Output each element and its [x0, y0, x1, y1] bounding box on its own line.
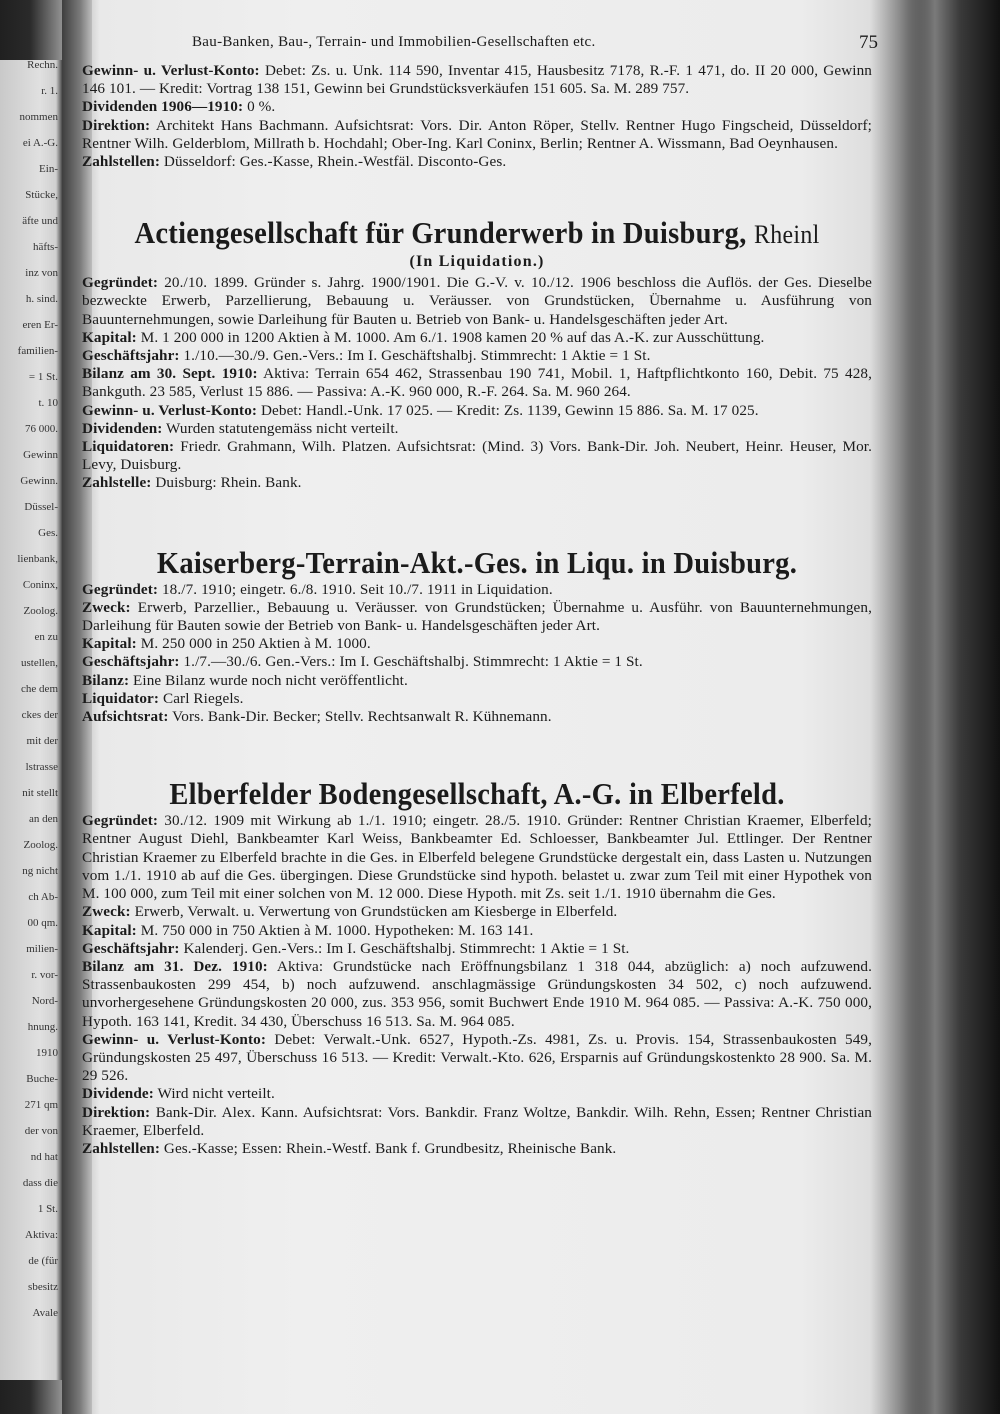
left-page-fragment: Ein-	[39, 163, 58, 175]
left-page-fragment: milien-	[26, 943, 58, 955]
entry-paragraph: Bilanz: Eine Bilanz wurde noch nicht veröffentlicht.	[82, 671, 408, 689]
left-page-fragment: Zoolog.	[23, 605, 58, 617]
field-label: Kapital:	[82, 328, 137, 346]
field-label: Gewinn- u. Verlust-Konto:	[82, 1030, 266, 1048]
entry-elberfelder-bodengesellschaft	[82, 776, 872, 1158]
entry-paragraph: Dividenden 1906—1910: 0 %.	[82, 98, 276, 116]
entry-title: Elberfelder Bodengesellschaft, A.-G. in Elberfeld.	[169, 776, 785, 812]
left-page-fragment: r. 1.	[41, 85, 58, 97]
left-page-fragment: r. vor-	[31, 969, 58, 981]
entry-paragraph: Geschäftsjahr: 1./7.—30./6. Gen.-Vers.: Im I. Geschäftshalbj. Stimmrecht: 1 Aktie = 1 St.	[82, 653, 643, 671]
left-page-fragment: lienbank,	[17, 553, 58, 565]
field-label: Bilanz am 30. Sept. 1910:	[82, 365, 258, 383]
left-page-fragment: familien-	[17, 345, 58, 357]
left-page-fragment: de (für	[28, 1255, 58, 1267]
left-page-fragment: äfte und	[22, 215, 58, 227]
field-label: Zweck:	[82, 598, 131, 616]
left-page-fragment: h. sind.	[25, 293, 58, 305]
left-page-fragment: häfts-	[32, 241, 58, 253]
left-page-fragment: dass die	[22, 1177, 58, 1189]
field-label: Gewinn- u. Verlust-Konto:	[82, 401, 258, 419]
entry-subtitle: (In Liquidation.)	[409, 253, 545, 271]
entry-paragraph: Gewinn- u. Verlust-Konto: Debet: Handl.-Unk. 17 025. — Kredit: Zs. 1139, Gewinn 15 886. Sa. M. 17 025.	[82, 401, 759, 419]
entry-paragraph: Bilanz am 31. Dez. 1910: Aktiva: Grundstücke nach Eröffnungsbilanz 1 318 044, abzüglich: a) noch aufzuwend. Strassenbaukosten 299 454, b) noch aufzuwend. anschlagmässige Gründungskosten 34 502, c) noch aufzuwend. unvorhergesehene Gründungskosten 20 000, zus. 353 956, somit Buchwert Ende 1910 M. 964 085. — Passiva: A.-K. 750 000, Hypoth. 163 141, Kredit. 34 430, Überschuss 16 513. Sa. M. 964 085.	[82, 957, 872, 1030]
left-page-fragment: Zoolog.	[23, 839, 58, 851]
left-page-fragment: eren Er-	[22, 319, 58, 331]
left-page-fragment: = 1 St.	[28, 371, 58, 383]
page-header	[82, 32, 878, 62]
left-page-fragment: t. 10	[38, 397, 58, 409]
entry-paragraph: Gegründet: 30./12. 1909 mit Wirkung ab 1./1. 1910; eingetr. 28./5. 1910. Gründer: Rentner Christian Kraemer, Elberfeld; Rentner August Diehl, Bankbeamter Karl Weiss, Bankbeamter Ed. Schloesser, Bankbeamter Jul. Ettlinger. Der Rentner Christian Kraemer zu Elberfeld brachte in die Ges. in Elberfeld belegene Grundstücke dergestalt ein, dass Lasten u. Nutzungen vom 1./1. 1910 ab auf die Ges. übergingen. Diese Grundstücke sind hypoth. belastet u. zwar zum Teil mit einer Hypothek von M. 100 000, zum Teil mit einer solchen von M. 12 000. Diese Hypoth. mit Zs. seit 1./1. 1910 übernahm die Ges.	[82, 812, 872, 903]
left-page-fragment: Rechn.	[27, 59, 58, 71]
left-page-fragment: ustellen,	[21, 657, 58, 669]
left-page-fragment: Nord-	[31, 995, 58, 1007]
entry-paragraph: Gegründet: 18./7. 1910; eingetr. 6./8. 1910. Seit 10./7. 1911 in Liquidation.	[82, 580, 553, 598]
left-page-fragment: Gewinn.	[20, 475, 58, 487]
field-label: Kapital:	[82, 635, 137, 653]
running-title: Bau-Banken, Bau-, Terrain- und Immobilien-Gesellschaften etc.	[192, 34, 596, 50]
field-label: Gewinn- u. Verlust-Konto:	[82, 62, 260, 79]
field-label: Dividende:	[82, 1085, 154, 1103]
left-page-fragment: Coninx,	[22, 579, 58, 591]
entry-paragraph: Aufsichtsrat: Vors. Bank-Dir. Becker; Stellv. Rechtsanwalt R. Kühnemann.	[82, 708, 552, 726]
entry-paragraph: Direktion: Architekt Hans Bachmann. Aufsichtsrat: Vors. Dir. Anton Röper, Stellv. Rentner Hugo Fingscheid, Düsseldorf; Rentner Wilh. Gelderblom, Millrath b. Hochdahl; Ober-Ing. Karl Coninx, Berlin; Rentner A. Wissmann, Bad Oeynhausen.	[82, 116, 872, 152]
entry-title-tail: Rheinl	[754, 220, 820, 250]
entry-paragraph: Zweck: Erwerb, Verwalt. u. Verwertung von Grundstücken am Kiesberge in Elberfeld.	[82, 903, 618, 921]
entry-kaiserberg-terrain	[82, 545, 872, 727]
field-label: Geschäftsjahr:	[82, 347, 180, 365]
field-label: Geschäftsjahr:	[82, 653, 180, 671]
left-page-fragment: hnung.	[27, 1021, 58, 1033]
page-number: 75	[859, 32, 878, 53]
entry-paragraph: Zahlstellen: Ges.-Kasse; Essen: Rhein.-Westf. Bank f. Grundbesitz, Rheinische Bank.	[82, 1139, 617, 1157]
left-page-fragment: 1 St.	[37, 1203, 58, 1215]
entry-title-main: Actiengesellschaft für Grunderwerb in Duisburg,	[134, 215, 747, 251]
left-page-fragment: Buche-	[26, 1073, 58, 1085]
field-label: Kapital:	[82, 921, 137, 939]
field-label: Direktion:	[82, 1103, 151, 1121]
field-label: Direktion:	[82, 116, 151, 134]
left-page-fragment: inz von	[25, 267, 58, 279]
entry-paragraph: Zweck: Erwerb, Parzellier., Bebauung u. Veräusser. von Grundstücken; Übernahme u. Ausführ. von Bauunternehmungen, Darleihung für Bauten sowie der Betrieb von Bank- u. Handelsgeschäften jeder Art.	[82, 598, 872, 635]
field-label: Gegründet:	[82, 812, 159, 830]
left-page-fragment: lstrasse	[25, 761, 58, 773]
field-label: Liquidator:	[82, 689, 160, 707]
field-label: Zweck:	[82, 903, 131, 921]
field-label: Bilanz:	[82, 671, 130, 689]
entry-paragraph: Geschäftsjahr: 1./10.—30./9. Gen.-Vers.: Im I. Geschäftshalbj. Stimmrecht: 1 Aktie = 1 St.	[82, 347, 651, 365]
entry-continued-duesseldorf	[82, 62, 872, 171]
entry-paragraph: Dividenden: Wurden statutengemäss nicht verteilt.	[82, 419, 399, 437]
left-page-fragment: sbesitz	[28, 1281, 58, 1293]
field-label: Gegründet:	[82, 274, 159, 292]
field-label: Zahlstelle:	[82, 474, 152, 492]
field-label: Aufsichtsrat:	[82, 708, 169, 726]
left-page-fragment: Stücke,	[25, 189, 58, 201]
field-label: Zahlstellen:	[82, 1139, 160, 1157]
left-page-fragment: Düssel-	[24, 501, 58, 513]
left-page-fragment: ng nicht	[22, 865, 58, 877]
entry-paragraph: Kapital: M. 1 200 000 in 1200 Aktien à M. 1000. Am 6./1. 1908 kamen 20 % auf das A.-K. zur Ausschüttung.	[82, 328, 765, 346]
entry-paragraph: Bilanz am 30. Sept. 1910: Aktiva: Terrain 654 462, Strassenbau 190 741, Mobil. 1, Haftpflichtkonto 160, Debit. 75 428, Bankguth. 23 585, Verlust 15 886. — Passiva: A.-K. 960 000, R.-F. 264. Sa. M. 960 264.	[82, 365, 872, 401]
left-page-fragment: mit der	[26, 735, 58, 747]
field-label: Zahlstellen:	[82, 153, 160, 171]
left-page-fragment: an den	[28, 813, 58, 825]
left-page-fragment: Avale	[32, 1307, 58, 1319]
entry-paragraph: Gewinn- u. Verlust-Konto: Debet: Verwalt.-Unk. 6527, Hypoth.-Zs. 4981, Zs. u. Provis. 154, Strassenbaukosten 549, Gründungskosten 25 497, Überschuss 16 513. — Kredit: Verwalt.-Kto. 626, Ersparnis auf Gründungskostenkto 28 900. Sa. M. 29 526.	[82, 1030, 872, 1085]
left-page-fragment: nd hat	[30, 1151, 58, 1163]
previous-page-text-fragments	[0, 60, 62, 1380]
entry-title: Kaiserberg-Terrain-Akt.-Ges. in Liqu. in Duisburg.	[156, 544, 798, 580]
entry-paragraph: Kapital: M. 250 000 in 250 Aktien à M. 1000.	[82, 635, 371, 653]
entry-paragraph: Direktion: Bank-Dir. Alex. Kann. Aufsichtsrat: Vors. Bankdir. Franz Woltze, Bankdir. Wilh. Rehn, Essen; Rentner Christian Kraemer, Elberfeld.	[82, 1103, 872, 1139]
entry-paragraph: Kapital: M. 750 000 in 750 Aktien à M. 1000. Hypotheken: M. 163 141.	[82, 921, 534, 939]
entry-paragraph: Zahlstelle: Duisburg: Rhein. Bank.	[82, 474, 302, 492]
entry-grunderwerb-duisburg	[82, 215, 872, 492]
left-page-fragment: 00 qm.	[27, 917, 58, 929]
entry-paragraph: Geschäftsjahr: Kalenderj. Gen.-Vers.: Im I. Geschäftshalbj. Stimmrecht: 1 Aktie = 1 St.	[82, 939, 630, 957]
left-page-fragment: der von	[24, 1125, 58, 1137]
left-page-fragment: Ges.	[38, 527, 58, 539]
left-page-fragment: Gewinn	[23, 449, 58, 461]
field-label: Liquidatoren:	[82, 438, 175, 456]
left-page-fragment: nommen	[19, 111, 58, 123]
left-page-fragment: ckes der	[21, 709, 58, 721]
entry-paragraph: Dividende: Wird nicht verteilt.	[82, 1085, 275, 1103]
left-page-fragment: en zu	[34, 631, 58, 643]
left-page-fragment: 271 qm	[24, 1099, 58, 1111]
left-page-fragment: ei A.-G.	[22, 137, 58, 149]
entry-paragraph: Liquidatoren: Friedr. Grahmann, Wilh. Platzen. Aufsichtsrat: (Mind. 3) Vors. Bank-Dir. Joh. Neubert, Heinr. Heuser, Mor. Levy, Duisburg.	[82, 438, 872, 474]
page-edge-shadow	[905, 0, 1000, 1414]
entry-paragraph: Zahlstellen: Düsseldorf: Ges.-Kasse, Rhein.-Westfäl. Disconto-Ges.	[82, 153, 507, 171]
page-content	[82, 32, 878, 1158]
field-label: Dividenden 1906—1910:	[82, 98, 244, 116]
entry-paragraph: Liquidator: Carl Riegels.	[82, 689, 244, 707]
left-page-fragment: che dem	[21, 683, 58, 695]
entry-paragraph: Gewinn- u. Verlust-Konto: Debet: Zs. u. Unk. 114 590, Inventar 415, Hausbesitz 7178, R.-F. 1 471, do. II 20 000, Gewinn 146 101. — Kredit: Vortrag 138 151, Gewinn bei Grundstücksverkäufen 151 605. Sa. M. 289 757.	[82, 62, 872, 98]
entry-title	[114, 215, 841, 253]
left-page-fragment: 1910	[36, 1047, 58, 1059]
left-page-fragment: nit stellt	[22, 787, 58, 799]
field-label: Gegründet:	[82, 580, 159, 598]
entry-paragraph: Gegründet: 20./10. 1899. Gründer s. Jahrg. 1900/1901. Die G.-V. v. 10./12. 1906 beschloss die Auflös. der Ges. Dieselbe bezweckte Erwerb, Parzellierung, Bebauung u. Veräusser. von Grundstücken, Übernahme u. Ausführung von Bauunternehmungen, sowie Darleihung für Bauten u. Betrieb von Bank- u. Handelsgeschäften jeder Art.	[82, 274, 872, 328]
field-label: Geschäftsjahr:	[82, 939, 180, 957]
left-page-fragment: ch Ab-	[28, 891, 58, 903]
field-label: Bilanz am 31. Dez. 1910:	[82, 957, 268, 975]
field-label: Dividenden:	[82, 419, 163, 437]
left-page-fragment: 76 000.	[25, 423, 58, 435]
left-page-fragment: Aktiva:	[25, 1229, 58, 1241]
